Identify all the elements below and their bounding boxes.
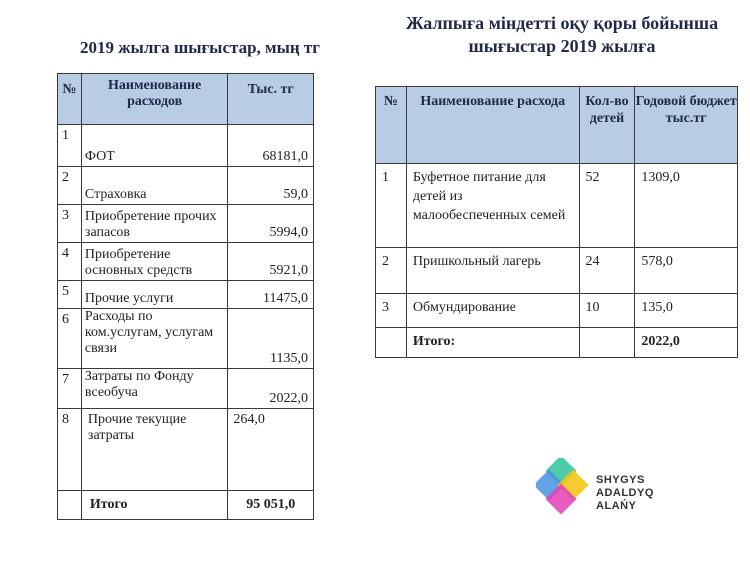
row-name: Прочие текущие затраты: [81, 409, 227, 491]
table-row: [58, 167, 314, 205]
table-row: [58, 205, 314, 243]
row-num: 1: [58, 125, 82, 167]
row-name-text: Прочие услуги: [84, 291, 174, 306]
total-row: [58, 491, 314, 520]
row-name: Пришкольный лагерь: [406, 248, 579, 294]
row-num: 2: [376, 248, 407, 294]
row-value-text: 1135,0: [270, 351, 308, 366]
table-row: [58, 309, 314, 369]
header-name: Наименование расходов: [81, 74, 227, 125]
logo: [530, 450, 695, 530]
right-title: Жалпыға міндетті оқу қоры бойынша шығыстар 2019 жылға: [405, 13, 719, 56]
row-value-text: 11475,0: [263, 291, 308, 306]
table-row: [58, 281, 314, 309]
row-value: [228, 369, 314, 409]
row-name: [81, 125, 227, 167]
row-name-text: Приобретение прочих запасов: [84, 209, 217, 240]
row-value-text: 68181,0: [262, 149, 308, 164]
logo-line1: SHYGYS: [596, 474, 645, 486]
total-label: Итого: [81, 491, 227, 520]
row-num: 8: [58, 409, 82, 491]
row-count: 10: [579, 294, 635, 328]
total-count: [579, 328, 635, 358]
expenses-table: [57, 73, 314, 520]
left-title: 2019 жылга шығыстар, мың тг: [79, 38, 320, 57]
row-num: 7: [58, 369, 82, 409]
row-count: 24: [579, 248, 635, 294]
row-name: [81, 281, 227, 309]
row-num: 3: [58, 205, 82, 243]
header-value: Тыс. тг: [228, 74, 314, 125]
row-value: [228, 167, 314, 205]
row-name-text: Страховка: [84, 187, 147, 202]
table-header-row: [58, 74, 314, 125]
logo-line2: ADALDYQ ALAŃY: [596, 487, 654, 512]
row-value-text: 5994,0: [269, 225, 308, 240]
total-label: Итого:: [406, 328, 579, 358]
row-name-text: ФОТ: [84, 149, 115, 164]
total-budget: 2022,0: [635, 328, 738, 358]
fund-expenses-table: [375, 86, 738, 358]
table-row: [58, 243, 314, 281]
row-value: 264,0: [228, 409, 314, 491]
row-num: 5: [58, 281, 82, 309]
row-value-text: 2022,0: [269, 391, 308, 406]
row-num: 3: [376, 294, 407, 328]
row-name-text: Приобретение основных средств: [84, 247, 193, 278]
header-num: №: [376, 87, 407, 164]
total-num: [58, 491, 82, 520]
row-name: Расходы по ком.услугам, услугам связи: [81, 309, 227, 369]
table-row: [58, 369, 314, 409]
row-name: Обмундирование: [406, 294, 579, 328]
table-row: [376, 164, 738, 248]
row-name: [81, 205, 227, 243]
row-budget: 135,0: [635, 294, 738, 328]
row-name: [81, 243, 227, 281]
table-row: [376, 294, 738, 328]
row-budget: 1309,0: [635, 164, 738, 248]
row-value-text: 59,0: [283, 187, 308, 202]
logo-mark-icon: [536, 458, 596, 520]
total-row: [376, 328, 738, 358]
row-name: [81, 167, 227, 205]
row-num: 1: [376, 164, 407, 248]
row-count: 52: [579, 164, 635, 248]
header-count: Кол-во детей: [579, 87, 635, 164]
row-value-text: 5921,0: [269, 263, 308, 278]
row-value: [228, 309, 314, 369]
row-name: Затраты по Фонду всеобуча: [81, 369, 227, 409]
table-row: [58, 409, 314, 491]
row-value: [228, 125, 314, 167]
total-num: [376, 328, 407, 358]
total-value: 95 051,0: [228, 491, 314, 520]
row-num: 4: [58, 243, 82, 281]
row-value: [228, 205, 314, 243]
table-row: [376, 248, 738, 294]
row-num: 2: [58, 167, 82, 205]
row-value: [228, 281, 314, 309]
logo-text: [596, 474, 695, 513]
header-budget: Годовой бюджет тыс.тг: [635, 87, 738, 164]
header-num: №: [58, 74, 82, 125]
header-name: Наименование расхода: [406, 87, 579, 164]
row-num: 6: [58, 309, 82, 369]
row-name: Буфетное питание для детей из малообеспеченных семей: [406, 164, 579, 248]
row-budget: 578,0: [635, 248, 738, 294]
row-value: [228, 243, 314, 281]
table-row: [58, 125, 314, 167]
table-header-row: [376, 87, 738, 164]
